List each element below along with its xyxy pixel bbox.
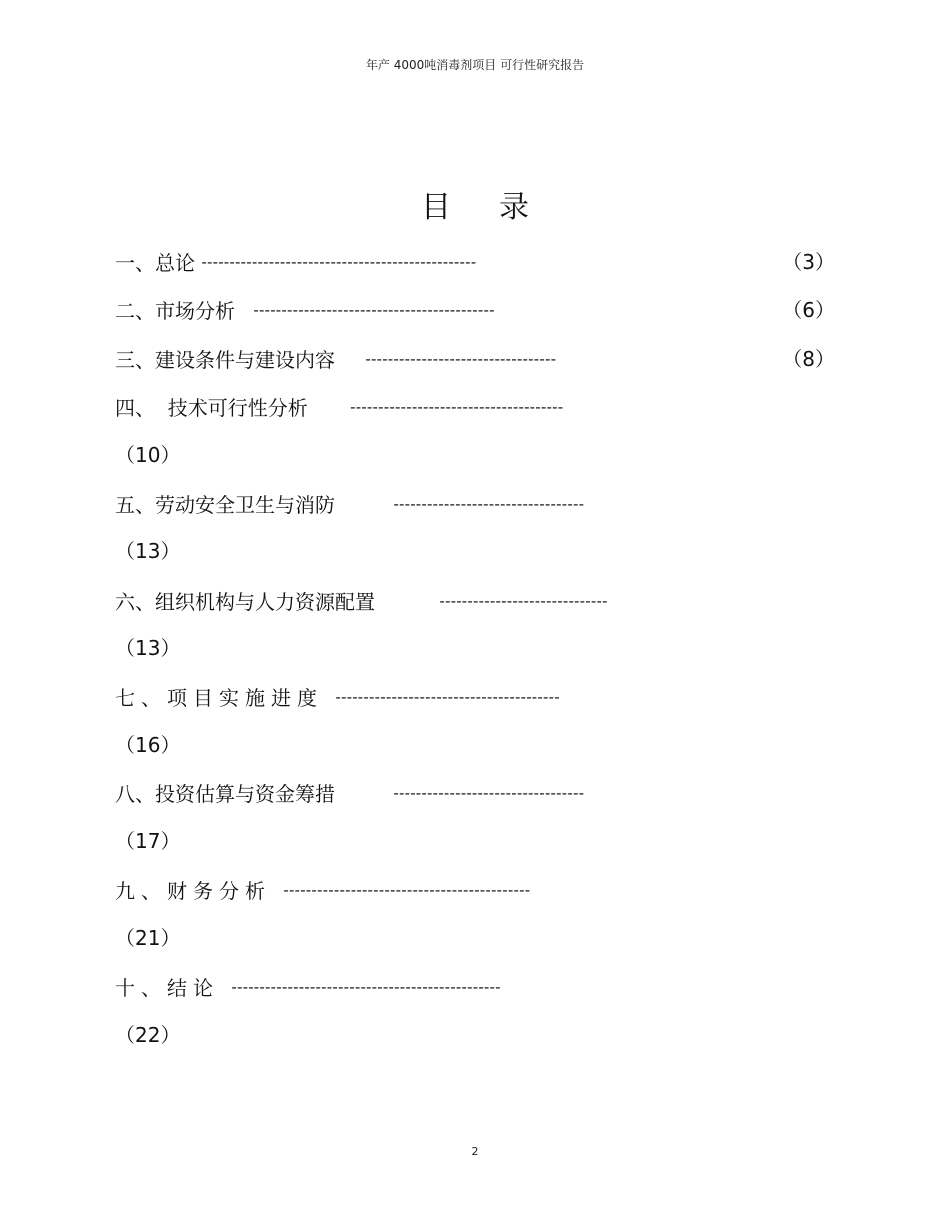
toc-entry-9[interactable] [115, 876, 530, 905]
toc-page-number: （10） [115, 443, 181, 467]
toc-label: 七、项目实施进度 [115, 686, 323, 710]
toc-leader: ------------------------------------------- [253, 301, 495, 319]
toc-leader: ---------------------------------- [393, 784, 585, 802]
toc-entry-8[interactable] [115, 779, 584, 808]
toc-label: 九、财务分析 [115, 879, 271, 903]
toc-leader: ---------------------------------------- [335, 688, 560, 706]
toc-leader: ------------------------------------------------ [231, 978, 501, 996]
toc-entry-5[interactable] [115, 490, 584, 519]
toc-page-number: （21） [115, 926, 181, 950]
toc-label: 四、 技术可行性分析 [115, 396, 308, 420]
toc-entry-2[interactable] [115, 296, 495, 325]
toc-label: 五、劳动安全卫生与消防 [115, 493, 335, 517]
toc-page-number: （16） [115, 733, 181, 757]
toc-page-number: （3） [782, 250, 835, 274]
toc-entry-7[interactable] [115, 683, 560, 712]
toc-label: 十、结论 [115, 976, 219, 1000]
toc-page-number: （22） [115, 1023, 181, 1047]
toc-entry-4[interactable] [115, 393, 563, 422]
toc-entry-3[interactable] [115, 345, 556, 374]
document-header: 年产 4000吨消毒剂项目 可行性研究报告 [365, 58, 585, 72]
toc-leader: ---------------------------------- [393, 495, 585, 513]
toc-leader: ---------------------------------- [365, 350, 557, 368]
toc-page-number: （6） [782, 298, 835, 322]
toc-label: 六、组织机构与人力资源配置 [115, 590, 375, 614]
toc-leader: -------------------------------------------- [283, 881, 531, 899]
toc-label: 一、总论 [115, 251, 195, 275]
toc-leader: ------------------------------------------------- [201, 253, 477, 271]
toc-page-number: （8） [782, 347, 835, 371]
toc-label: 三、建设条件与建设内容 [115, 348, 335, 372]
toc-label: 八、投资估算与资金筹措 [115, 782, 335, 806]
page-number: 2 [471, 1145, 479, 1158]
toc-entry-6[interactable] [115, 587, 608, 616]
toc-page-number: （13） [115, 539, 181, 563]
toc-label: 二、市场分析 [115, 299, 235, 323]
toc-leader: ------------------------------ [439, 592, 608, 610]
toc-entry-10[interactable] [115, 973, 501, 1002]
toc-page-number: （17） [115, 829, 181, 853]
toc-entry-1[interactable] [115, 248, 476, 277]
toc-leader: -------------------------------------- [350, 398, 564, 416]
page-title: 目录 [421, 190, 577, 225]
toc-page-number: （13） [115, 636, 181, 660]
